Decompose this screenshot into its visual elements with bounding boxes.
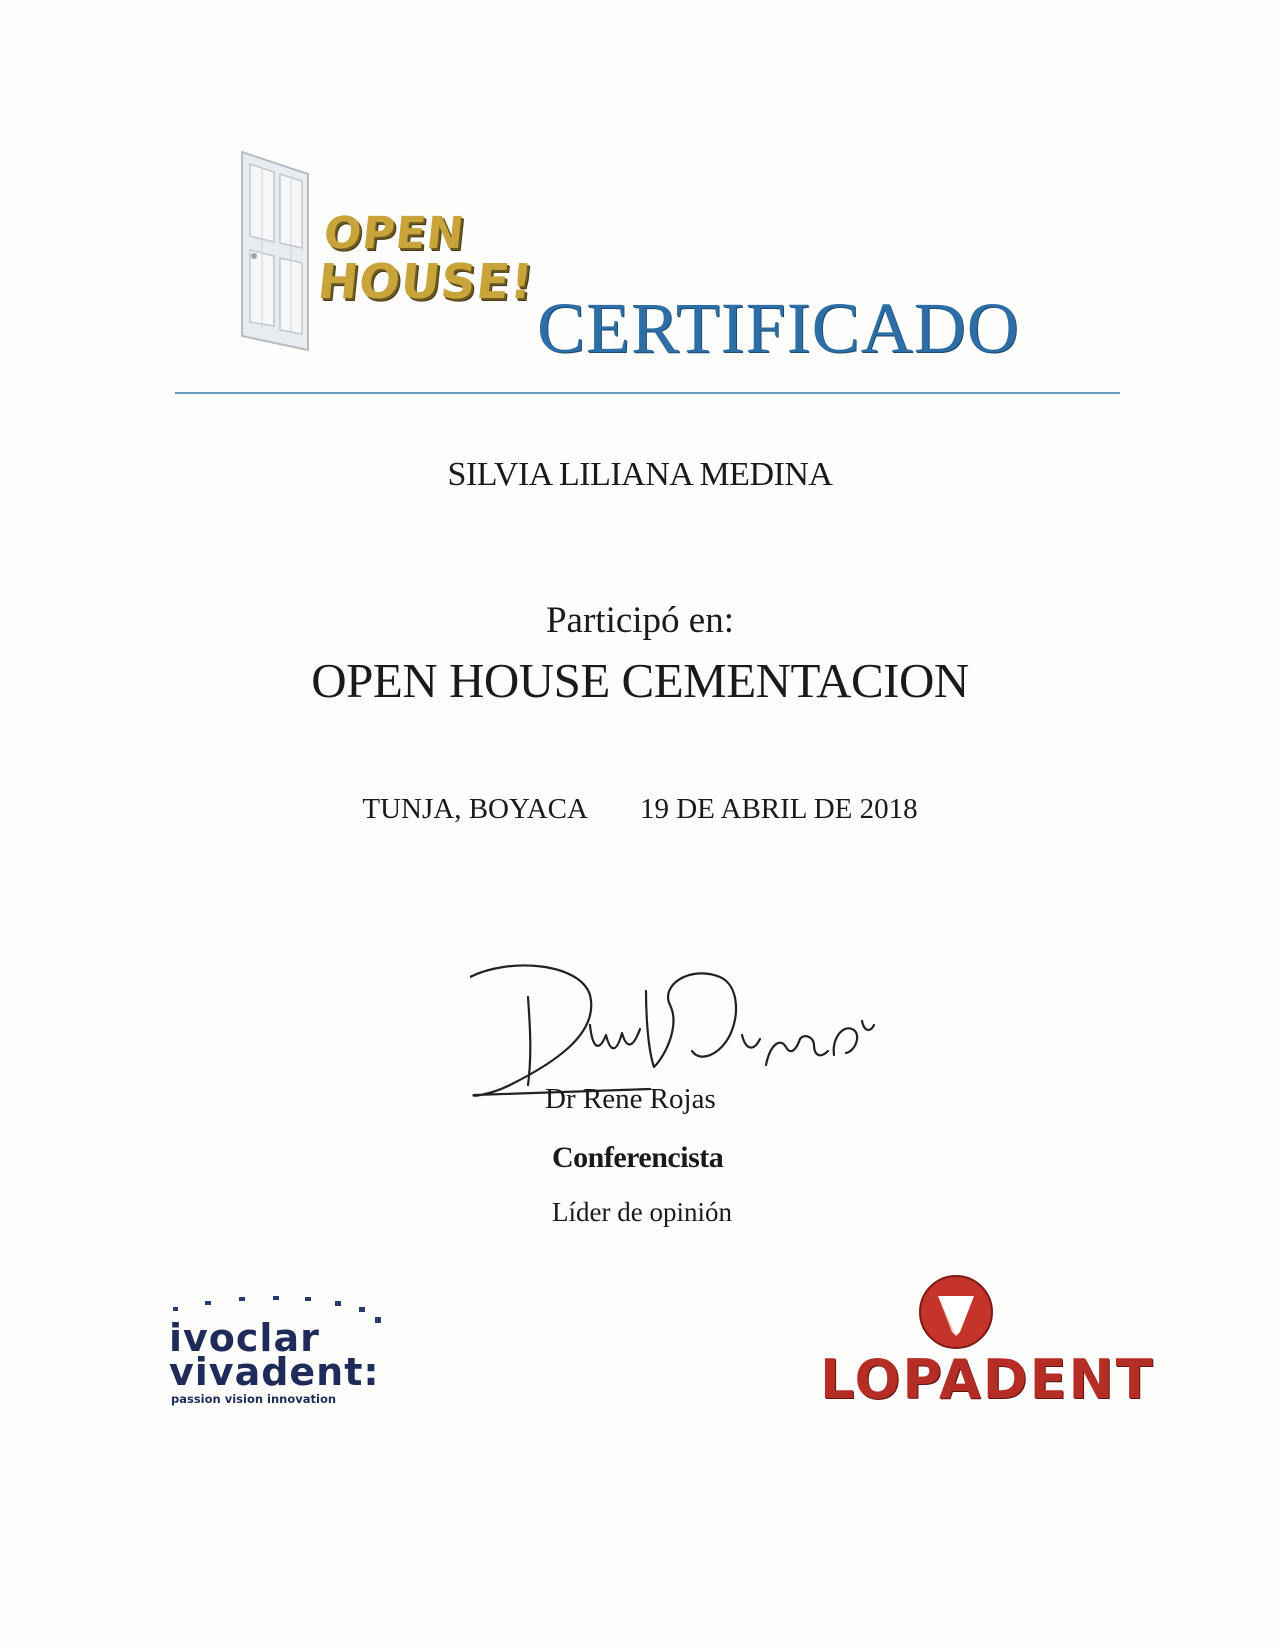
signatory-role: Conferencista <box>552 1141 724 1174</box>
open-house-logo-line1: OPEN <box>321 208 468 259</box>
open-house-logo-line2: HOUSE! <box>315 254 537 310</box>
lopadent-logo <box>820 1270 1155 1411</box>
open-house-door-icon <box>240 150 310 355</box>
lopadent-name: LOPADENT <box>820 1348 1155 1411</box>
ivoclar-vivadent-logo <box>165 1295 435 1405</box>
event-date: 19 DE ABRIL DE 2018 <box>639 793 918 825</box>
recipient-name: SILVIA LILIANA MEDINA <box>447 456 833 493</box>
participation-label: Participó en: <box>545 600 735 641</box>
event-location: TUNJA, BOYACA <box>362 793 588 825</box>
lopadent-emblem-icon <box>916 1270 996 1354</box>
signatory-name: Dr Rene Rojas <box>545 1083 716 1115</box>
ivoclar-line1: ivoclar <box>169 1316 320 1360</box>
signatory-subtitle: Líder de opinión <box>552 1197 732 1227</box>
certificate-title: CERTIFICADO <box>537 288 1020 368</box>
header-divider <box>175 392 1120 394</box>
event-name: OPEN HOUSE CEMENTACION <box>311 653 969 708</box>
ivoclar-tagline: passion vision innovation <box>171 1392 337 1406</box>
open-house-logo <box>240 150 540 360</box>
location-date-line <box>0 795 1280 824</box>
ivoclar-line2: vivadent: <box>169 1350 380 1394</box>
